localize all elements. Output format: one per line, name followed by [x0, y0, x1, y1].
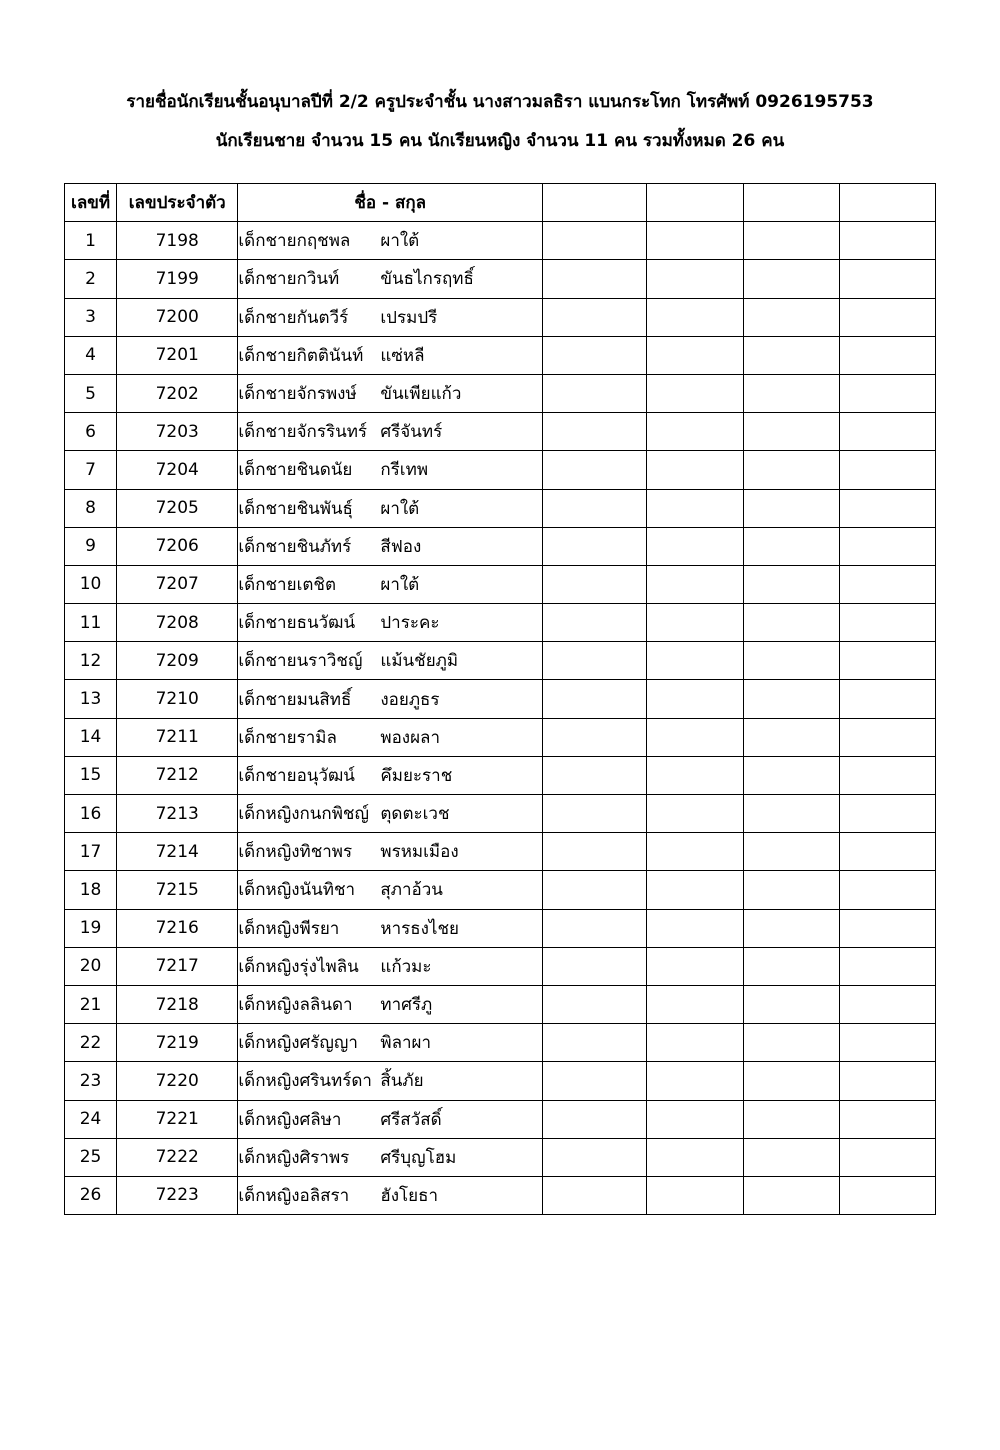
blank-cell-3: [743, 374, 839, 412]
blank-cell-1: [543, 527, 647, 565]
blank-cell-4: [839, 527, 935, 565]
table-row: [65, 336, 936, 374]
student-name-cell: [238, 756, 543, 794]
student-number-cell: 4: [65, 336, 117, 374]
column-header-blank-1: [543, 184, 647, 222]
blank-cell-3: [743, 222, 839, 260]
student-last-name: สิ้นภัย: [380, 1071, 424, 1092]
student-first-name: เด็กชายเตชิต: [238, 574, 336, 595]
blank-cell-1: [543, 795, 647, 833]
student-id-cell: 7219: [117, 1024, 238, 1062]
blank-cell-1: [543, 565, 647, 603]
student-name-cell: [238, 565, 543, 603]
student-first-name: เด็กชายอนุวัฒน์: [238, 765, 355, 786]
student-first-name: เด็กหญิงรุ่งไพลิน: [238, 956, 359, 977]
blank-cell-2: [647, 527, 743, 565]
student-number-cell: 8: [65, 489, 117, 527]
blank-cell-1: [543, 642, 647, 680]
table-body: [65, 222, 936, 1215]
blank-cell-2: [647, 909, 743, 947]
student-id-cell: 7211: [117, 718, 238, 756]
blank-cell-2: [647, 260, 743, 298]
blank-cell-4: [839, 1176, 935, 1214]
student-id-cell: 7218: [117, 985, 238, 1023]
blank-cell-3: [743, 718, 839, 756]
blank-cell-4: [839, 1138, 935, 1176]
student-name-cell: [238, 604, 543, 642]
table-row: [65, 222, 936, 260]
student-first-name: เด็กชายชินดนัย: [238, 460, 353, 481]
blank-cell-3: [743, 565, 839, 603]
blank-cell-3: [743, 298, 839, 336]
student-number-cell: 6: [65, 413, 117, 451]
student-first-name: เด็กหญิงกนกพิชญ์: [238, 804, 369, 825]
student-name-cell: [238, 947, 543, 985]
student-name-cell: [238, 336, 543, 374]
blank-cell-2: [647, 1100, 743, 1138]
student-id-cell: 7207: [117, 565, 238, 603]
student-number-cell: 5: [65, 374, 117, 412]
student-id-cell: 7208: [117, 604, 238, 642]
blank-cell-4: [839, 298, 935, 336]
student-number-cell: 21: [65, 985, 117, 1023]
blank-cell-2: [647, 565, 743, 603]
student-name-cell: [238, 871, 543, 909]
student-last-name: ตุดตะเวช: [380, 804, 450, 825]
student-first-name: เด็กชายมนสิทธิ์: [238, 689, 352, 710]
student-name-cell: [238, 642, 543, 680]
student-first-name: เด็กชายธนวัฒน์: [238, 613, 356, 634]
blank-cell-1: [543, 756, 647, 794]
student-id-cell: 7209: [117, 642, 238, 680]
student-name-cell: [238, 222, 543, 260]
student-last-name: พิลาผา: [380, 1033, 432, 1054]
student-name-cell: [238, 260, 543, 298]
blank-cell-1: [543, 222, 647, 260]
blank-cell-4: [839, 909, 935, 947]
student-number-cell: 16: [65, 795, 117, 833]
blank-cell-2: [647, 298, 743, 336]
student-last-name: ขันธไกรฤทธิ์: [380, 269, 474, 290]
student-id-cell: 7214: [117, 833, 238, 871]
table-row: [65, 489, 936, 527]
blank-cell-2: [647, 833, 743, 871]
student-name-cell: [238, 718, 543, 756]
student-id-cell: 7222: [117, 1138, 238, 1176]
blank-cell-1: [543, 1176, 647, 1214]
blank-cell-3: [743, 1062, 839, 1100]
blank-cell-1: [543, 1138, 647, 1176]
blank-cell-3: [743, 833, 839, 871]
blank-cell-2: [647, 718, 743, 756]
student-last-name: ปาระคะ: [380, 613, 440, 634]
blank-cell-3: [743, 909, 839, 947]
student-last-name: ขันเพียแก้ว: [380, 384, 462, 405]
table-row: [65, 985, 936, 1023]
blank-cell-3: [743, 489, 839, 527]
student-number-cell: 26: [65, 1176, 117, 1214]
student-roster-table: [64, 183, 936, 1215]
blank-cell-4: [839, 1062, 935, 1100]
student-last-name: แซ่หลี: [380, 345, 425, 366]
blank-cell-1: [543, 413, 647, 451]
student-first-name: เด็กหญิงศิราพร: [238, 1147, 350, 1168]
blank-cell-2: [647, 795, 743, 833]
blank-cell-2: [647, 489, 743, 527]
table-row: [65, 565, 936, 603]
student-first-name: เด็กชายกันตวีร์: [238, 307, 349, 328]
blank-cell-3: [743, 871, 839, 909]
blank-cell-4: [839, 795, 935, 833]
student-last-name: ทาศรีภู: [380, 995, 433, 1016]
table-row: [65, 871, 936, 909]
student-last-name: ศรีจันทร์: [380, 422, 443, 443]
student-id-cell: 7220: [117, 1062, 238, 1100]
student-last-name: แก้วมะ: [380, 956, 432, 977]
student-number-cell: 19: [65, 909, 117, 947]
student-id-cell: 7217: [117, 947, 238, 985]
blank-cell-4: [839, 642, 935, 680]
blank-cell-1: [543, 947, 647, 985]
student-first-name: เด็กหญิงทิชาพร: [238, 842, 353, 863]
blank-cell-2: [647, 604, 743, 642]
blank-cell-4: [839, 871, 935, 909]
blank-cell-1: [543, 374, 647, 412]
student-name-cell: [238, 451, 543, 489]
student-last-name: ศรีสวัสดิ์: [380, 1109, 442, 1130]
blank-cell-4: [839, 489, 935, 527]
student-id-cell: 7200: [117, 298, 238, 336]
blank-cell-3: [743, 1024, 839, 1062]
blank-cell-2: [647, 680, 743, 718]
student-last-name: พองผลา: [380, 727, 441, 748]
blank-cell-4: [839, 336, 935, 374]
blank-cell-2: [647, 871, 743, 909]
student-number-cell: 25: [65, 1138, 117, 1176]
blank-cell-1: [543, 1024, 647, 1062]
student-first-name: เด็กหญิงอลิสรา: [238, 1185, 350, 1206]
student-number-cell: 20: [65, 947, 117, 985]
student-first-name: เด็กชายรามิล: [238, 727, 337, 748]
blank-cell-1: [543, 909, 647, 947]
blank-cell-4: [839, 833, 935, 871]
blank-cell-3: [743, 985, 839, 1023]
blank-cell-2: [647, 413, 743, 451]
student-first-name: เด็กหญิงพีรยา: [238, 918, 340, 939]
table-row: [65, 1138, 936, 1176]
student-number-cell: 18: [65, 871, 117, 909]
table-header-row: [65, 184, 936, 222]
student-name-cell: [238, 1024, 543, 1062]
blank-cell-4: [839, 413, 935, 451]
student-id-cell: 7215: [117, 871, 238, 909]
student-last-name: กรีเทพ: [380, 460, 429, 481]
student-id-cell: 7204: [117, 451, 238, 489]
column-header-number: เลขที่: [65, 184, 117, 222]
blank-cell-3: [743, 1100, 839, 1138]
student-number-cell: 11: [65, 604, 117, 642]
student-number-cell: 3: [65, 298, 117, 336]
student-last-name: หารธงไชย: [380, 918, 459, 939]
blank-cell-3: [743, 1176, 839, 1214]
student-id-cell: 7216: [117, 909, 238, 947]
student-id-cell: 7199: [117, 260, 238, 298]
blank-cell-1: [543, 718, 647, 756]
table-row: [65, 795, 936, 833]
student-first-name: เด็กชายกฤชพล: [238, 231, 351, 252]
blank-cell-2: [647, 222, 743, 260]
table-row: [65, 718, 936, 756]
blank-cell-4: [839, 985, 935, 1023]
student-name-cell: [238, 1062, 543, 1100]
student-number-cell: 10: [65, 565, 117, 603]
table-row: [65, 260, 936, 298]
table-row: [65, 680, 936, 718]
blank-cell-1: [543, 451, 647, 489]
student-number-cell: 7: [65, 451, 117, 489]
blank-cell-1: [543, 336, 647, 374]
student-first-name: เด็กชายกวินท์: [238, 269, 340, 290]
blank-cell-3: [743, 260, 839, 298]
blank-cell-4: [839, 1100, 935, 1138]
blank-cell-3: [743, 413, 839, 451]
table-row: [65, 413, 936, 451]
blank-cell-4: [839, 604, 935, 642]
column-header-student-id: เลขประจำตัว: [117, 184, 238, 222]
blank-cell-3: [743, 947, 839, 985]
table-row: [65, 756, 936, 794]
student-last-name: ผาใต้: [380, 498, 420, 519]
student-first-name: เด็กหญิงศลิษา: [238, 1109, 342, 1130]
student-count-summary: นักเรียนชาย จำนวน 15 คน นักเรียนหญิง จำนวน 11 คน รวมทั้งหมด 26 คน: [215, 131, 785, 151]
blank-cell-2: [647, 374, 743, 412]
student-number-cell: 12: [65, 642, 117, 680]
blank-cell-3: [743, 336, 839, 374]
student-number-cell: 1: [65, 222, 117, 260]
blank-cell-1: [543, 985, 647, 1023]
student-last-name: เปรมปรี: [380, 307, 438, 328]
blank-cell-4: [839, 565, 935, 603]
blank-cell-2: [647, 756, 743, 794]
blank-cell-1: [543, 604, 647, 642]
blank-cell-2: [647, 1138, 743, 1176]
table-row: [65, 1062, 936, 1100]
blank-cell-4: [839, 680, 935, 718]
student-last-name: แม้นชัยภูมิ: [380, 651, 459, 672]
table-row: [65, 374, 936, 412]
blank-cell-2: [647, 1062, 743, 1100]
blank-cell-3: [743, 451, 839, 489]
student-first-name: เด็กชายกิตตินันท์: [238, 345, 364, 366]
table-row: [65, 909, 936, 947]
student-id-cell: 7221: [117, 1100, 238, 1138]
student-last-name: ผาใต้: [380, 231, 420, 252]
student-first-name: เด็กชายชินภัทร์: [238, 536, 352, 557]
student-name-cell: [238, 527, 543, 565]
blank-cell-1: [543, 298, 647, 336]
student-last-name: สุภาอ้วน: [380, 880, 443, 901]
blank-cell-4: [839, 756, 935, 794]
student-id-cell: 7206: [117, 527, 238, 565]
blank-cell-4: [839, 374, 935, 412]
blank-cell-3: [743, 680, 839, 718]
blank-cell-4: [839, 451, 935, 489]
student-name-cell: [238, 489, 543, 527]
student-id-cell: 7203: [117, 413, 238, 451]
student-number-cell: 22: [65, 1024, 117, 1062]
student-id-cell: 7213: [117, 795, 238, 833]
student-name-cell: [238, 413, 543, 451]
blank-cell-4: [839, 1024, 935, 1062]
column-header-blank-3: [743, 184, 839, 222]
student-first-name: เด็กหญิงลลินดา: [238, 995, 353, 1016]
student-number-cell: 2: [65, 260, 117, 298]
table-row: [65, 604, 936, 642]
blank-cell-1: [543, 680, 647, 718]
blank-cell-4: [839, 718, 935, 756]
student-last-name: งอยภูธร: [380, 689, 440, 710]
student-last-name: คึมยะราช: [380, 765, 453, 786]
student-first-name: เด็กชายจักรพงษ์: [238, 384, 357, 405]
student-id-cell: 7212: [117, 756, 238, 794]
student-number-cell: 24: [65, 1100, 117, 1138]
table-row: [65, 833, 936, 871]
student-last-name: ฮังโยธา: [380, 1185, 439, 1206]
student-name-cell: [238, 1176, 543, 1214]
blank-cell-1: [543, 871, 647, 909]
blank-cell-3: [743, 604, 839, 642]
student-name-cell: [238, 298, 543, 336]
student-first-name: เด็กชายจักรรินทร์: [238, 422, 368, 443]
blank-cell-1: [543, 1100, 647, 1138]
table-row: [65, 1176, 936, 1214]
blank-cell-3: [743, 795, 839, 833]
student-name-cell: [238, 680, 543, 718]
student-id-cell: 7223: [117, 1176, 238, 1214]
table-row: [65, 298, 936, 336]
student-id-cell: 7201: [117, 336, 238, 374]
student-first-name: เด็กหญิงศรัญญา: [238, 1033, 358, 1054]
table-row: [65, 947, 936, 985]
student-last-name: พรหมเมือง: [380, 842, 459, 863]
student-first-name: เด็กหญิงนันทิชา: [238, 880, 356, 901]
blank-cell-2: [647, 947, 743, 985]
blank-cell-1: [543, 833, 647, 871]
student-first-name: เด็กหญิงศรินทร์ดา: [238, 1071, 372, 1092]
student-first-name: เด็กชายชินพันธุ์: [238, 498, 353, 519]
table-row: [65, 1100, 936, 1138]
student-number-cell: 17: [65, 833, 117, 871]
student-name-cell: [238, 795, 543, 833]
column-header-blank-2: [647, 184, 743, 222]
student-last-name: ศรีบุญโฮม: [380, 1147, 457, 1168]
student-last-name: ผาใต้: [380, 574, 420, 595]
table-row: [65, 451, 936, 489]
student-id-cell: 7210: [117, 680, 238, 718]
student-id-cell: 7205: [117, 489, 238, 527]
column-header-name: ชื่อ - สกุล: [238, 184, 543, 222]
student-number-cell: 15: [65, 756, 117, 794]
blank-cell-4: [839, 260, 935, 298]
student-number-cell: 23: [65, 1062, 117, 1100]
blank-cell-2: [647, 1024, 743, 1062]
blank-cell-1: [543, 260, 647, 298]
blank-cell-3: [743, 756, 839, 794]
student-name-cell: [238, 985, 543, 1023]
student-name-cell: [238, 833, 543, 871]
blank-cell-2: [647, 336, 743, 374]
student-number-cell: 13: [65, 680, 117, 718]
student-id-cell: 7198: [117, 222, 238, 260]
document-title: รายชื่อนักเรียนชั้นอนุบาลปีที่ 2/2 ครูประจำชั้น นางสาวมลธิรา แบนกระโทก โทรศัพท์ 0926195753: [126, 92, 874, 112]
blank-cell-4: [839, 222, 935, 260]
blank-cell-4: [839, 947, 935, 985]
blank-cell-1: [543, 489, 647, 527]
student-number-cell: 9: [65, 527, 117, 565]
column-header-blank-4: [839, 184, 935, 222]
student-number-cell: 14: [65, 718, 117, 756]
blank-cell-2: [647, 1176, 743, 1214]
student-last-name: สีฟอง: [380, 536, 422, 557]
blank-cell-2: [647, 451, 743, 489]
student-name-cell: [238, 1100, 543, 1138]
table-row: [65, 527, 936, 565]
student-name-cell: [238, 374, 543, 412]
student-id-cell: 7202: [117, 374, 238, 412]
student-name-cell: [238, 1138, 543, 1176]
blank-cell-1: [543, 1062, 647, 1100]
blank-cell-3: [743, 1138, 839, 1176]
table-row: [65, 1024, 936, 1062]
blank-cell-3: [743, 527, 839, 565]
blank-cell-2: [647, 985, 743, 1023]
blank-cell-2: [647, 642, 743, 680]
student-name-cell: [238, 909, 543, 947]
blank-cell-3: [743, 642, 839, 680]
student-first-name: เด็กชายนราวิชญ์: [238, 651, 363, 672]
table-row: [65, 642, 936, 680]
